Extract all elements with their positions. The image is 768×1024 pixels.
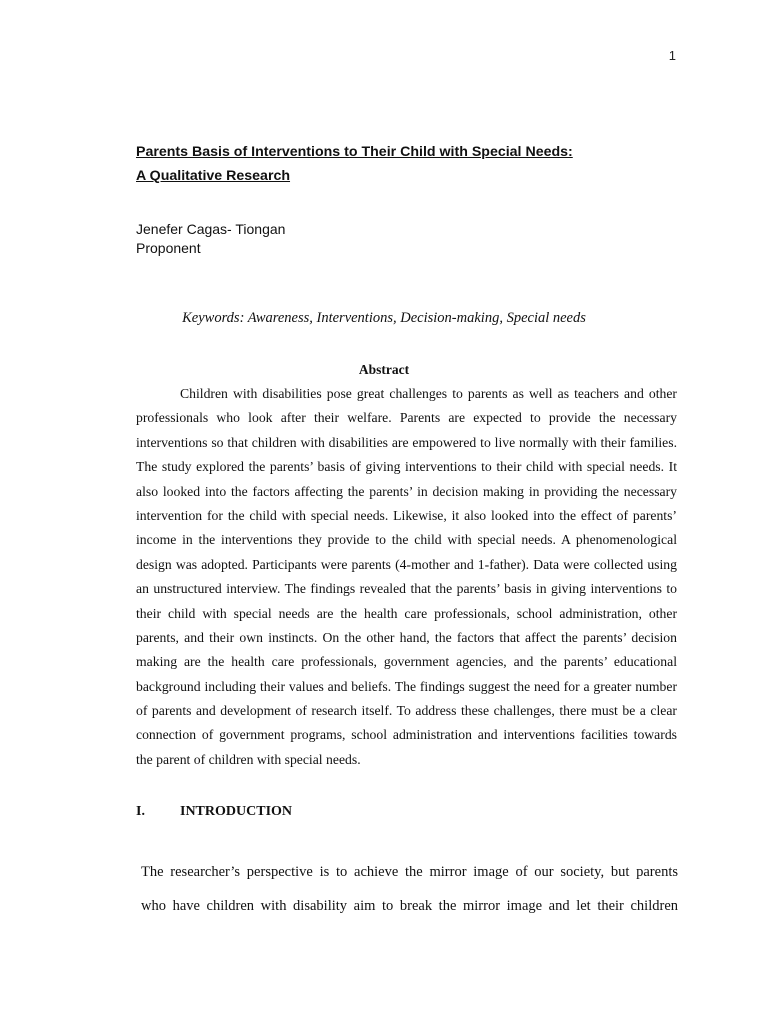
abstract-line: design was adopted. Participants were parents (4-mother and 1-father). Data were collected using [136, 556, 677, 572]
intro-line: The researcher’s perspective is to achieve the mirror image of our society, but parents [141, 864, 678, 880]
author-role: Proponent [136, 240, 201, 256]
abstract-heading: Abstract [358, 362, 410, 377]
abstract-line: their child with special needs are the health care professionals, school administration, other [136, 605, 677, 621]
paper-title [136, 140, 656, 188]
abstract-line: parents, and their own instincts. On the other hand, the factors that affect the parents’ decision [136, 629, 677, 645]
abstract-line: making are the health care professionals, government agencies, and the parents’ educational [136, 654, 677, 670]
section-title: INTRODUCTION [180, 804, 293, 819]
abstract-line: the parent of children with special needs. [136, 751, 361, 767]
page-number: 1 [668, 48, 676, 63]
abstract-line: intervention for the child with special needs. Likewise, it also looked into the effect of parents’ [136, 507, 677, 523]
section-number: I. [136, 804, 145, 819]
title-line-1: Parents Basis of Interventions to Their Child with Special Needs: [136, 144, 573, 160]
abstract-line: background including their values and beliefs. The findings suggest the need for a greater number [136, 678, 677, 694]
abstract-line: income in the interventions they provide to the child with special needs. A phenomenological [136, 532, 677, 548]
section-heading-introduction [136, 804, 292, 820]
author-block [136, 220, 285, 258]
introduction-body [141, 855, 678, 923]
abstract-line: an unstructured interview. The findings revealed that the parents’ basis in giving interventions to [136, 581, 677, 597]
abstract-line: also looked into the factors affecting the parents’ in decision making in providing the necessary [136, 483, 677, 499]
abstract-line: connection of government programs, school administration and interventions facilities towards [136, 727, 677, 743]
keywords: Keywords: Awareness, Interventions, Decision-making, Special needs [182, 310, 586, 326]
author-name: Jenefer Cagas- Tiongan [136, 221, 286, 237]
abstract-line: of parents and development of research itself. To address these challenges, there must be a clear [136, 703, 677, 719]
abstract-line: professionals who look after their welfare. Parents are expected to provide the necessary [136, 410, 677, 426]
abstract-body [136, 382, 677, 772]
title-line-2: A Qualitative Research [136, 168, 291, 184]
abstract-line: The study explored the parents’ basis of giving interventions to their child with special needs. It [136, 459, 677, 475]
abstract-line: interventions so that children with disabilities are empowered to live normally with their families. [136, 434, 677, 450]
abstract-line: Children with disabilities pose great challenges to parents as well as teachers and other [180, 386, 677, 401]
intro-line: who have children with disability aim to break the mirror image and let their children [141, 898, 678, 914]
